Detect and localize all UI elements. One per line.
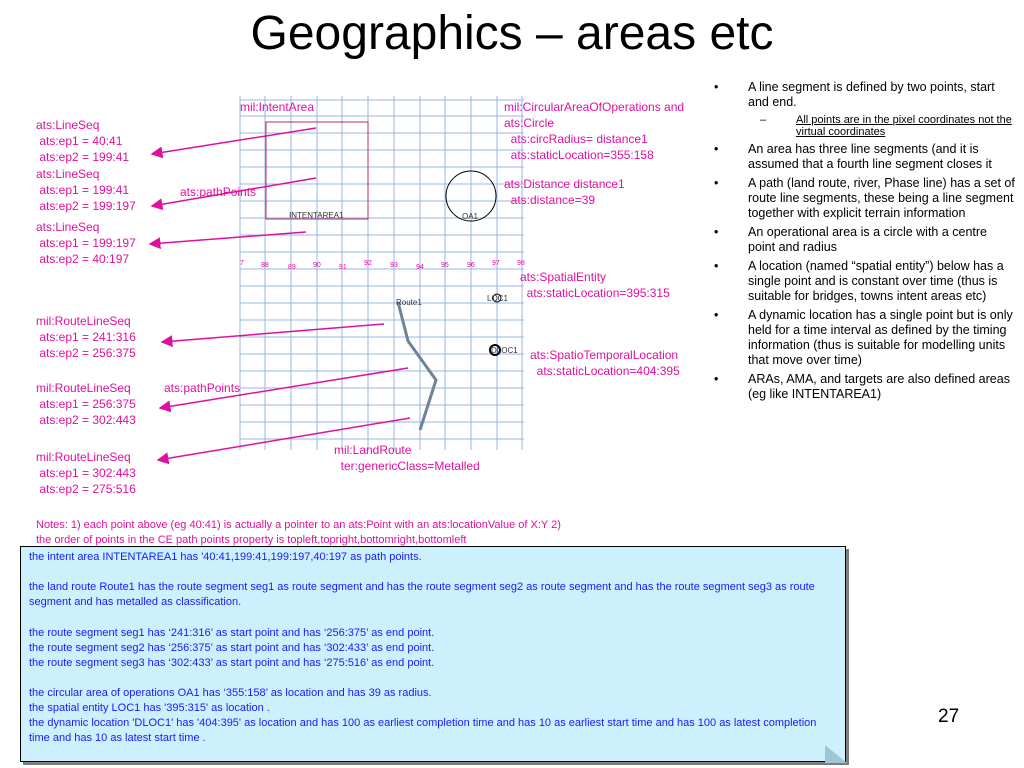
distance-label: ats:Distance distance1 ats:distance=39	[504, 177, 625, 207]
bullet-item: • A path (land route, river, Phase line) has a set of route line segments, these being a line segment together with explicit terrain information	[712, 176, 1017, 221]
callout-line: the route segment seg3 has ‘302:433’ as start point and has ‘275:516’ as end point.	[29, 657, 435, 669]
tick-label: 94	[416, 264, 424, 271]
lineseq-label-2: ats:LineSeq ats:ep1 = 199:41 ats:ep2 = 199:197	[36, 167, 136, 213]
land-route-label: mil:LandRoute ter:genericClass=Metalled	[334, 443, 480, 473]
route1-name: Route1	[396, 298, 422, 307]
tick-label: 88	[261, 262, 269, 269]
page-number: 27	[938, 706, 960, 727]
bullet-item: • An operational area is a circle with a centre point and radius	[712, 225, 1017, 255]
tick-label: 89	[288, 264, 296, 271]
slide-title: Geographics – areas etc	[250, 7, 774, 60]
tick-label: 97	[492, 260, 500, 267]
bullet-item: • An area has three line segments (and it is assumed that a fourth line segment closes it	[712, 142, 1017, 172]
callout-line: the intent area INTENTAREA1 has '40:41,199:41,199:197,40:197 as path points.	[29, 551, 422, 563]
map-grid	[240, 96, 524, 450]
callout-line: the circular area of operations OA1 has ‘355:158’ as location and has 39 as radius.	[29, 687, 432, 699]
bullet-item: • A location (named “spatial entity”) below has a single point and is constant over time (thus is suitable for bridges, towns intent areas etc)	[712, 259, 1017, 304]
tick-label: 92	[364, 260, 372, 267]
routelineseq-label-3: mil:RouteLineSeq ats:ep1 = 302:443 ats:ep2 = 275:516	[36, 450, 136, 496]
tick-label: 91	[339, 264, 347, 271]
intent-area-name: INTENTAREA1	[289, 211, 344, 220]
circular-area-label: mil:CircularAreaOfOperations and ats:Circle ats:circRadius= distance1 ats:staticLocation=355:158	[504, 100, 685, 162]
tick-label: 96	[467, 262, 475, 269]
oa1-name: OA1	[462, 212, 479, 221]
callout-line: the spatial entity LOC1 has '395:315' as location .	[29, 702, 270, 714]
callout-line: the route segment seg1 has ‘241:316’ as start point and has ‘256:375’ as end point.	[29, 627, 435, 639]
intent-area-label: mil:IntentArea	[240, 100, 315, 114]
spatial-entity-label: ats:SpatialEntity ats:staticLocation=395:315	[520, 270, 670, 300]
spatio-temporal-label: ats:SpatioTemporalLocation ats:staticLocation=404:395	[530, 348, 680, 378]
ce-callout	[20, 546, 846, 762]
notes-text: Notes: 1) each point above (eg 40:41) is actually a pointer to an ats:Point with an ats:locationValue of X:Y 2) the order of points in the CE path points property is topleft,topright,bottomright,bottomleft	[36, 519, 561, 546]
path-points-label: ats:pathPoints	[164, 381, 241, 395]
dloc1-name: DLOC1	[491, 346, 518, 355]
bullet-item: • A dynamic location has a single point but is only held for a time interval as defined by the timing information (thus is suitable for modelling units that move over time)	[712, 308, 1017, 368]
sub-bullet-item: – All points are in the pixel coordinates not the virtual coordinates	[712, 114, 1017, 138]
bullet-item: • A line segment is defined by two points, start and end.	[712, 80, 1017, 110]
callout-line: the land route Route1 has the route segment seg1 as route segment and has the route segment seg2 as route segment and has the route segment seg3 as route segment and has metalled as classification.	[29, 581, 815, 608]
route1-line	[398, 302, 436, 430]
grid-lines	[240, 96, 524, 450]
tick-label: 90	[313, 262, 321, 269]
path-points-label: ats:pathPoints	[180, 185, 257, 199]
bullet-item: • ARAs, AMA, and targets are also defined areas (eg like INTENTAREA1)	[712, 372, 1017, 402]
tick-label: 7	[240, 260, 244, 267]
lineseq-label-1: ats:LineSeq ats:ep1 = 40:41 ats:ep2 = 199:41	[36, 118, 130, 164]
routelineseq-label-2: mil:RouteLineSeq ats:ep1 = 256:375 ats:ep2 = 302:443	[36, 381, 136, 427]
callout-line: the dynamic location 'DLOC1' has '404:395' as location and has 100 as earliest completion time and has 10 as earliest start time and has 100 as latest completion time and has 10 as latest start time .	[29, 717, 817, 744]
loc1-name: LOC1	[487, 294, 508, 303]
tick-label: 95	[441, 262, 449, 269]
tick-label: 93	[390, 262, 398, 269]
routelineseq-label-1: mil:RouteLineSeq ats:ep1 = 241:316 ats:ep2 = 256:375	[36, 314, 136, 360]
tick-label: 98	[517, 260, 525, 267]
page-fold-corner	[825, 745, 847, 763]
bullet-list	[712, 80, 1017, 406]
lineseq-label-3: ats:LineSeq ats:ep1 = 199:197 ats:ep2 = 40:197	[36, 220, 136, 266]
callout-line: the route segment seg2 has ‘256:375’ as start point and has ‘302:433’ as end point.	[29, 642, 435, 654]
